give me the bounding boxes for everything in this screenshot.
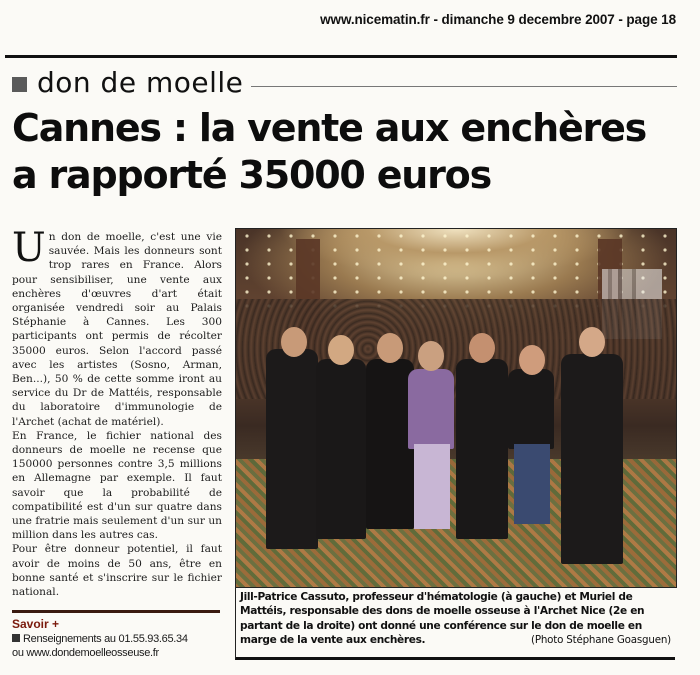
article-paragraph-1-text: n don de moelle, c'est une vie sauvée. Mais les donneurs sont trop rares en France. Alors pour sensibiliser, une vente aux enchères d'œuvres d'art était organisée vendredi soir au Palais Stéphanie à Cannes. Les 300 participants ont permis de récolter 35000 euros. Selon l'accord passé avec les artistes (Sosno, Arman, Ben...), 50 % de cette somme iront au service du Dr de Mattéis, responsable du laboratoire d'immunologie de l'Archet (achat de matériel). xyxy=(12,231,222,428)
person-head xyxy=(469,333,495,363)
person-head xyxy=(519,345,545,375)
article-paragraph-2: En France, le fichier national des donneurs de moelle ne recense que 150000 personnes contre 3,5 millions en Allemagne par exemple. Il faut savoir que la probabilité de compatibilité est d'un sur quatre dans une fratrie mais seulement d'un sur un million dans les autres cas. xyxy=(12,429,222,542)
person-legs xyxy=(414,444,450,529)
person-head xyxy=(281,327,307,357)
photo-credit: (Photo Stéphane Goasguen) xyxy=(531,633,671,646)
headline xyxy=(12,105,692,199)
headline-line-2: a rapporté 35000 euros xyxy=(12,153,491,197)
article-paragraph-3: Pour être donneur potentiel, il faut avoir de moins de 50 ans, être en bonne santé et s'inscrire sur le fichier national. xyxy=(12,543,222,599)
person-figure xyxy=(561,354,623,564)
person-head xyxy=(579,327,605,357)
caption-text: Jill-Patrice Cassuto, professeur d'hématologie (à gauche) et Muriel de Mattéis, responsable des dons de moelle osseuse à l'Archet Nice (2e en partant de la droite) ont donné une conférence sur le don de moelle en marge de la vente aux enchères. xyxy=(240,591,645,646)
photo-caption xyxy=(235,588,675,660)
bullet-square-icon xyxy=(12,634,20,642)
article-paragraph-1 xyxy=(12,225,222,429)
savoir-divider xyxy=(12,610,220,613)
rubric-label: don de moelle xyxy=(37,65,244,99)
savoir-website: ou www.dondemoelleosseuse.fr xyxy=(12,647,159,659)
person-head xyxy=(377,333,403,363)
savoir-phone: Renseignements au 01.55.93.65.34 xyxy=(23,633,188,645)
top-rule-divider xyxy=(5,55,677,58)
person-figure xyxy=(508,369,554,449)
person-head xyxy=(328,335,354,365)
masthead: www.nicematin.fr - dimanche 9 decembre 2007 - page 18 xyxy=(320,12,676,27)
article-body xyxy=(12,225,222,599)
person-figure xyxy=(366,359,414,529)
savoir-info xyxy=(12,632,227,660)
person-figure xyxy=(408,369,454,449)
person-figure xyxy=(456,359,508,539)
rubric-line xyxy=(251,86,677,87)
person-figure xyxy=(316,359,366,539)
savoir-title: Savoir + xyxy=(12,617,60,631)
headline-line-1: Cannes : la vente aux enchères xyxy=(12,106,647,150)
event-photo xyxy=(235,228,677,588)
person-figure xyxy=(266,349,318,549)
rubric-square-icon xyxy=(12,77,27,92)
person-head xyxy=(418,341,444,371)
savoir-phone-line xyxy=(12,632,227,646)
drop-cap: U xyxy=(12,225,46,271)
person-legs xyxy=(514,444,550,524)
rubric-section xyxy=(12,65,677,99)
